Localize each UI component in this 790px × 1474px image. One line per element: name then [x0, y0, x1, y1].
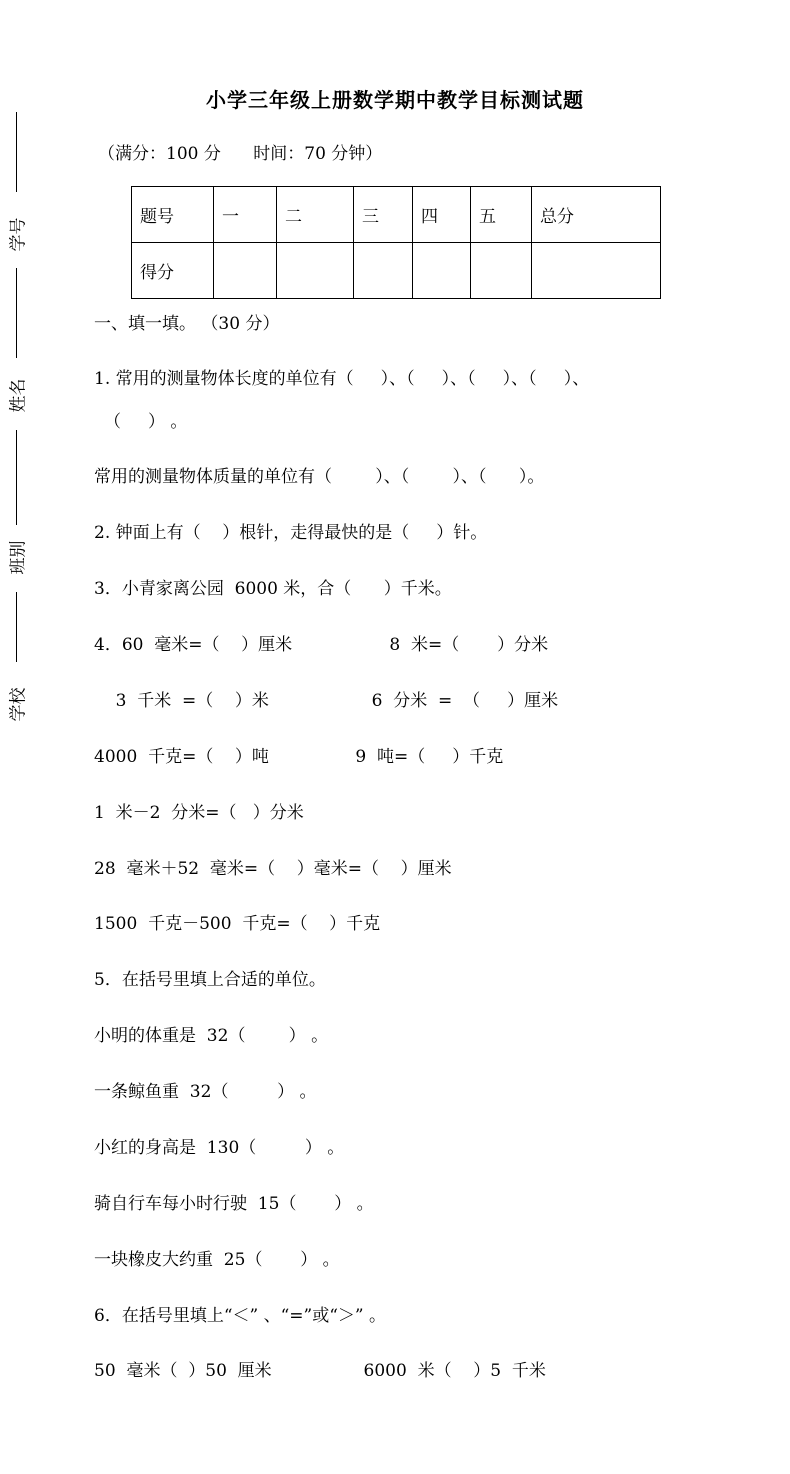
binding-line-3	[16, 430, 17, 525]
table-cell: 总分	[532, 187, 661, 243]
question-line: 骑自行车每小时行驶 15（ ） 。	[94, 1194, 374, 1214]
question-line: （ ） 。	[104, 412, 188, 432]
table-cell: 得分	[132, 243, 214, 299]
question-line: 小红的身高是 130（ ） 。	[94, 1138, 345, 1158]
score-cell[interactable]	[354, 243, 413, 299]
question-line: 3 千米 =（ ）米 6 分米 = （ ）厘米	[94, 691, 559, 711]
class-label: 班别	[8, 540, 29, 575]
page-title: 小学三年级上册数学期中教学目标测试题	[206, 88, 584, 112]
question-line: 50 毫米（ ）50 厘米 6000 米（ ）5 千米	[94, 1361, 546, 1381]
binding-line-4	[16, 592, 17, 662]
question-line: 5．在括号里填上合适的单位。	[94, 970, 326, 990]
score-cell[interactable]	[471, 243, 532, 299]
score-cell[interactable]	[532, 243, 661, 299]
question-line: 小明的体重是 32（ ） 。	[94, 1026, 329, 1046]
question-line: 4．60 毫米=（ ）厘米 8 米=（ ）分米	[94, 635, 549, 655]
score-cell[interactable]	[277, 243, 354, 299]
question-line: 1 米－2 分米=（ ）分米	[94, 803, 304, 823]
question-line: 一条鲸鱼重 32（ ） 。	[94, 1082, 317, 1102]
name-label: 姓名	[8, 378, 29, 413]
question-line: 6．在括号里填上“＜” 、“=”或“＞” 。	[94, 1306, 387, 1326]
binding-line-1	[16, 112, 17, 192]
table-cell: 一	[214, 187, 277, 243]
question-line: 3．小青家离公园 6000 米，合（ ）千米。	[94, 579, 452, 599]
question-line: 一块橡皮大约重 25（ ） 。	[94, 1250, 340, 1270]
table-cell: 题号	[132, 187, 214, 243]
question-line: 4000 千克=（ ）吨 9 吨=（ ）千克	[94, 747, 504, 767]
table-cell: 五	[471, 187, 532, 243]
table-cell: 三	[354, 187, 413, 243]
question-line: 常用的测量物体质量的单位有（ ）、（ ）、（ ）。	[94, 467, 545, 487]
score-cell[interactable]	[214, 243, 277, 299]
school-label: 学校	[8, 687, 29, 722]
student-no-label: 学号	[8, 217, 29, 252]
table-cell: 四	[413, 187, 471, 243]
score-table-header-row	[132, 187, 661, 243]
score-table	[131, 186, 661, 299]
question-line: 1. 常用的测量物体长度的单位有（ ）、（ ）、（ ）、（ ）、	[94, 369, 590, 389]
binding-line-2	[16, 268, 17, 358]
table-cell: 二	[277, 187, 354, 243]
exam-info: （满分：100 分 时间：70 分钟）	[98, 144, 383, 164]
score-table-score-row	[132, 243, 661, 299]
question-line: 28 毫米＋52 毫米=（ ）毫米=（ ）厘米	[94, 859, 452, 879]
question-line: 1500 千克－500 千克=（ ）千克	[94, 914, 381, 934]
question-line: 2. 钟面上有（ ）根针，走得最快的是（ ）针。	[94, 523, 488, 543]
section-heading: 一、填一填。 （30 分）	[94, 314, 280, 334]
score-cell[interactable]	[413, 243, 471, 299]
